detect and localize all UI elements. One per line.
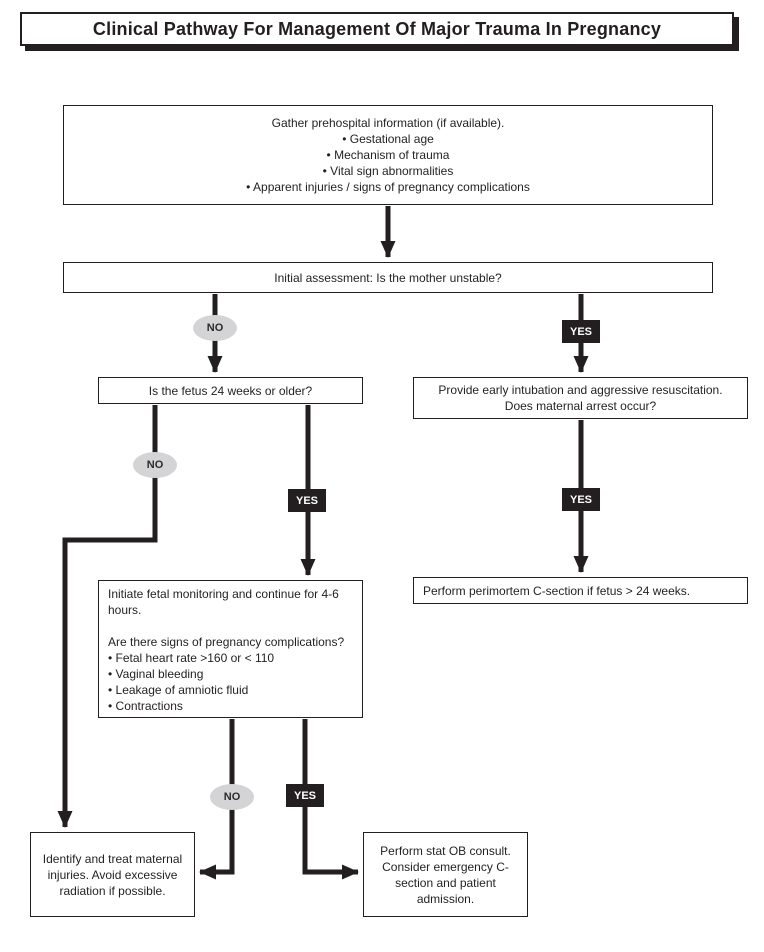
node-perimortem-csection: [413, 577, 748, 604]
node-initial-assessment: [63, 262, 713, 293]
node-fetal-monitoring: [98, 580, 363, 718]
node-ob-consult: [363, 832, 528, 917]
node-treat-injuries: [30, 832, 195, 917]
intubation-line: Does maternal arrest occur?: [504, 399, 657, 413]
page-title-text: Clinical Pathway For Management Of Major Trauma In Pregnancy: [92, 18, 662, 39]
treat-injuries-text: Identify and treat maternal injuries. Avoid excessive radiation if possible.: [42, 851, 183, 898]
monitoring-bullet: • Leakage of amniotic fluid: [108, 683, 249, 697]
gather-bullet: • Gestational age: [342, 132, 434, 146]
gather-bullet: • Apparent injuries / signs of pregnancy complications: [246, 180, 530, 194]
monitoring-bullet: • Fetal heart rate >160 or < 110: [108, 651, 275, 665]
monitoring-bullet: • Vaginal bleeding: [108, 667, 204, 681]
badge-yes-complications: YES: [286, 784, 324, 807]
node-gather-info: [63, 105, 713, 205]
badge-no-initial: NO: [193, 315, 237, 341]
monitoring-question: Are there signs of pregnancy complications?: [108, 635, 345, 649]
gather-bullet: • Vital sign abnormalities: [322, 164, 454, 178]
page-title: [20, 12, 734, 46]
monitoring-paragraph: Initiate fetal monitoring and continue for 4-6 hours.: [108, 587, 339, 617]
intubation-line: Provide early intubation and aggressive resuscitation.: [438, 383, 723, 397]
gather-heading: Gather prehospital information (if available).: [271, 116, 505, 130]
gather-bullet: • Mechanism of trauma: [326, 148, 450, 162]
badge-yes-fetus-age: YES: [288, 489, 326, 512]
fetus-age-text: Is the fetus 24 weeks or older?: [148, 383, 313, 398]
badge-no-complications: NO: [210, 784, 254, 810]
node-fetus-age-question: [98, 377, 363, 404]
monitoring-bullet: • Contractions: [108, 699, 183, 713]
badge-yes-arrest: YES: [562, 488, 600, 511]
initial-assessment-text: Initial assessment: Is the mother unstable?: [274, 270, 502, 285]
badge-yes-initial: YES: [562, 320, 600, 343]
ob-consult-text: Perform stat OB consult. Consider emergency C-section and patient admission.: [380, 843, 511, 906]
node-intubation: [413, 377, 748, 419]
perimortem-text: Perform perimortem C-section if fetus > 24 weeks.: [423, 583, 691, 598]
badge-no-fetus-age: NO: [133, 452, 177, 478]
